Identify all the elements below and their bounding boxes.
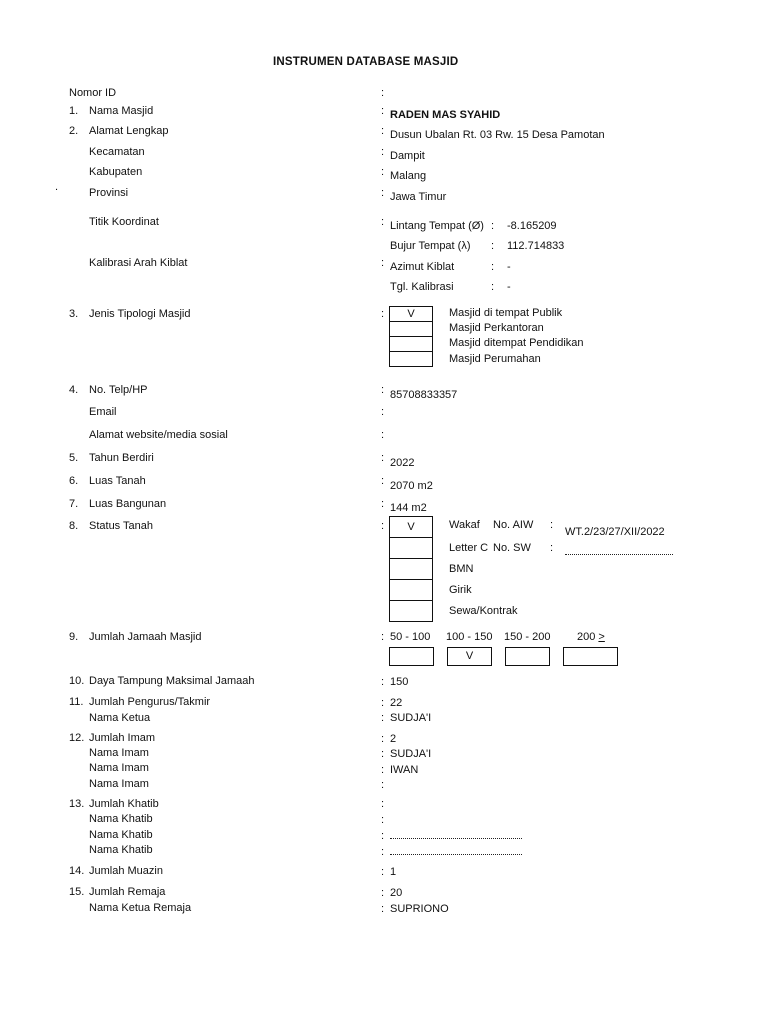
status-tanah-checkbox[interactable] bbox=[389, 537, 433, 559]
imam-label: Nama Imam bbox=[89, 747, 149, 759]
daya-tampung-label: Daya Tampung Maksimal Jamaah bbox=[89, 675, 255, 687]
item-number: 2. bbox=[69, 125, 79, 137]
ketua-label: Nama Ketua bbox=[89, 712, 151, 724]
item-number: 15. bbox=[69, 886, 85, 898]
bujur-value: 112.714833 bbox=[507, 240, 565, 252]
status-tanah-checkbox[interactable]: V bbox=[389, 516, 433, 538]
item-number: 12. bbox=[69, 732, 85, 744]
luas-tanah-value: 2070 m2 bbox=[390, 480, 433, 492]
muazin-label: Jumlah Muazin bbox=[89, 865, 163, 877]
jamaah-checkbox[interactable]: V bbox=[447, 647, 492, 666]
colon: : bbox=[381, 748, 385, 760]
colon: : bbox=[381, 384, 385, 396]
status-tanah-checkbox[interactable] bbox=[389, 600, 433, 622]
colon: : bbox=[381, 676, 385, 688]
azimut-value: - bbox=[507, 261, 511, 273]
colon: : bbox=[491, 281, 495, 293]
item-number: 10. bbox=[69, 675, 85, 687]
titik-koordinat-label: Titik Koordinat bbox=[89, 216, 159, 228]
tahun-label: Tahun Berdiri bbox=[89, 452, 154, 464]
ketua-remaja-label: Nama Ketua Remaja bbox=[89, 902, 192, 914]
item-number: 3. bbox=[69, 308, 79, 320]
website-label: Alamat website/media sosial bbox=[89, 429, 228, 441]
colon: : bbox=[381, 814, 385, 826]
email-label: Email bbox=[89, 406, 117, 418]
provinsi-value: Jawa Timur bbox=[390, 191, 447, 203]
kecamatan-value: Dampit bbox=[390, 150, 425, 162]
khatib-count-label: Jumlah Khatib bbox=[89, 798, 159, 810]
colon: : bbox=[381, 887, 385, 899]
imam-count-label: Jumlah Imam bbox=[89, 732, 156, 744]
item-number: 6. bbox=[69, 475, 79, 487]
tipologi-label: Jenis Tipologi Masjid bbox=[89, 308, 191, 320]
telp-label: No. Telp/HP bbox=[89, 384, 148, 396]
colon: : bbox=[381, 631, 385, 643]
remaja-label: Jumlah Remaja bbox=[89, 886, 166, 898]
item-number: 7. bbox=[69, 498, 79, 510]
colon: : bbox=[550, 542, 554, 554]
remaja-value: 20 bbox=[390, 887, 403, 899]
khatib-blank-line bbox=[390, 838, 522, 839]
colon: : bbox=[381, 830, 385, 842]
colon: : bbox=[381, 406, 385, 418]
tgl-kalibrasi-value: - bbox=[507, 281, 511, 293]
item-number: 5. bbox=[69, 452, 79, 464]
tipologi-option: Masjid Perkantoran bbox=[449, 322, 544, 334]
colon: : bbox=[381, 146, 385, 158]
colon: : bbox=[550, 519, 554, 531]
colon: : bbox=[381, 452, 385, 464]
colon: : bbox=[381, 105, 385, 117]
colon: : bbox=[381, 903, 385, 915]
azimut-label: Azimut Kiblat bbox=[390, 261, 455, 273]
pengurus-label: Jumlah Pengurus/Takmir bbox=[89, 696, 211, 708]
imam-value: SUDJA'I bbox=[390, 748, 432, 760]
ketua-value: SUDJA'I bbox=[390, 712, 432, 724]
tipologi-checkbox[interactable] bbox=[389, 336, 433, 352]
colon: : bbox=[381, 166, 385, 178]
kabupaten-value: Malang bbox=[390, 170, 427, 182]
tipologi-option: Masjid di tempat Publik bbox=[449, 307, 563, 319]
nomor-id-label: Nomor ID bbox=[69, 87, 117, 99]
colon: : bbox=[381, 520, 385, 532]
item-number: 11. bbox=[69, 696, 84, 708]
item-number: 14. bbox=[69, 865, 85, 877]
letter-c-label: Letter C bbox=[449, 542, 489, 554]
item-number: 9. bbox=[69, 631, 79, 643]
jamaah-checkbox[interactable] bbox=[389, 647, 434, 666]
tipologi-option: Masjid ditempat Pendidikan bbox=[449, 337, 584, 349]
tahun-value: 2022 bbox=[390, 457, 415, 469]
jamaah-range-label: 50 - 100 bbox=[390, 631, 431, 643]
tipologi-checkbox[interactable] bbox=[389, 321, 433, 337]
colon: : bbox=[491, 220, 495, 232]
sewa-label: Sewa/Kontrak bbox=[449, 605, 518, 617]
imam-label: Nama Imam bbox=[89, 762, 149, 774]
colon: : bbox=[381, 712, 385, 724]
daya-tampung-value: 150 bbox=[390, 676, 409, 688]
pengurus-value: 22 bbox=[390, 697, 403, 709]
colon: : bbox=[381, 308, 385, 320]
girik-label: Girik bbox=[449, 584, 472, 596]
nama-masjid-label: Nama Masjid bbox=[89, 105, 154, 117]
khatib-label: Nama Khatib bbox=[89, 829, 153, 841]
tgl-kalibrasi-label: Tgl. Kalibrasi bbox=[390, 281, 454, 293]
jamaah-checkbox[interactable] bbox=[505, 647, 550, 666]
colon: : bbox=[381, 429, 385, 441]
colon: : bbox=[381, 216, 385, 228]
lintang-label: Lintang Tempat (Ø) bbox=[390, 220, 484, 232]
colon: : bbox=[381, 187, 385, 199]
item-number: 8. bbox=[69, 520, 79, 532]
kecamatan-label: Kecamatan bbox=[89, 146, 145, 158]
colon: : bbox=[381, 733, 385, 745]
bmn-label: BMN bbox=[449, 563, 474, 575]
status-tanah-label: Status Tanah bbox=[89, 520, 154, 532]
khatib-label: Nama Khatib bbox=[89, 844, 153, 856]
jamaah-range-label: 150 - 200 bbox=[504, 631, 551, 643]
lintang-value: -8.165209 bbox=[507, 220, 557, 232]
alamat-label: Alamat Lengkap bbox=[89, 125, 169, 137]
sw-blank-line bbox=[565, 554, 673, 555]
tipologi-checkbox[interactable]: V bbox=[389, 306, 433, 322]
tipologi-checkbox[interactable] bbox=[389, 351, 433, 367]
colon: : bbox=[381, 866, 385, 878]
jamaah-label: Jumlah Jamaah Masjid bbox=[89, 631, 202, 643]
item-number: 4. bbox=[69, 384, 79, 396]
alamat-value: Dusun Ubalan Rt. 03 Rw. 15 Desa Pamotan bbox=[390, 129, 605, 141]
imam-label: Nama Imam bbox=[89, 778, 149, 790]
jamaah-range-label bbox=[577, 630, 605, 644]
bujur-label: Bujur Tempat (λ) bbox=[390, 240, 471, 252]
colon: : bbox=[381, 257, 385, 269]
luas-bangunan-value: 144 m2 bbox=[390, 502, 427, 514]
colon: : bbox=[381, 87, 385, 99]
status-tanah-checkbox[interactable] bbox=[389, 558, 433, 580]
greater-equal-sign: > bbox=[598, 631, 605, 643]
tipologi-option: Masjid Perumahan bbox=[449, 353, 541, 365]
jamaah-checkbox[interactable] bbox=[563, 647, 618, 666]
aiw-value: WT.2/23/27/XII/2022 bbox=[565, 526, 665, 538]
item-number: 13. bbox=[69, 798, 85, 810]
colon: : bbox=[491, 261, 495, 273]
muazin-value: 1 bbox=[390, 866, 397, 878]
sw-label: No. SW bbox=[493, 542, 531, 554]
nama-masjid-value: RADEN MAS SYAHID bbox=[390, 109, 501, 121]
page-title: INSTRUMEN DATABASE MASJID bbox=[273, 56, 459, 68]
khatib-label: Nama Khatib bbox=[89, 813, 153, 825]
colon: : bbox=[381, 125, 385, 137]
telp-value: 85708833357 bbox=[390, 389, 458, 401]
item-number: 1. bbox=[69, 105, 79, 117]
status-tanah-checkbox[interactable] bbox=[389, 579, 433, 601]
colon: : bbox=[381, 498, 385, 510]
colon: : bbox=[381, 764, 385, 776]
imam-count-value: 2 bbox=[390, 733, 397, 745]
colon: : bbox=[381, 697, 385, 709]
kabupaten-label: Kabupaten bbox=[89, 166, 143, 178]
colon: : bbox=[381, 798, 385, 810]
khatib-blank-line bbox=[390, 854, 522, 855]
wakaf-label: Wakaf bbox=[449, 519, 480, 531]
imam-value: IWAN bbox=[390, 764, 419, 776]
stray-mark: . bbox=[55, 181, 59, 193]
ketua-remaja-value: SUPRIONO bbox=[390, 903, 449, 915]
kalibrasi-label: Kalibrasi Arah Kiblat bbox=[89, 257, 188, 269]
colon: : bbox=[381, 475, 385, 487]
jamaah-range-label: 100 - 150 bbox=[446, 631, 493, 643]
provinsi-label: Provinsi bbox=[89, 187, 129, 199]
colon: : bbox=[381, 779, 385, 791]
colon: : bbox=[491, 240, 495, 252]
luas-tanah-label: Luas Tanah bbox=[89, 475, 146, 487]
colon: : bbox=[381, 846, 385, 858]
jamaah-range-value: 200 bbox=[577, 631, 596, 643]
luas-bangunan-label: Luas Bangunan bbox=[89, 498, 167, 510]
aiw-label: No. AIW bbox=[493, 519, 534, 531]
